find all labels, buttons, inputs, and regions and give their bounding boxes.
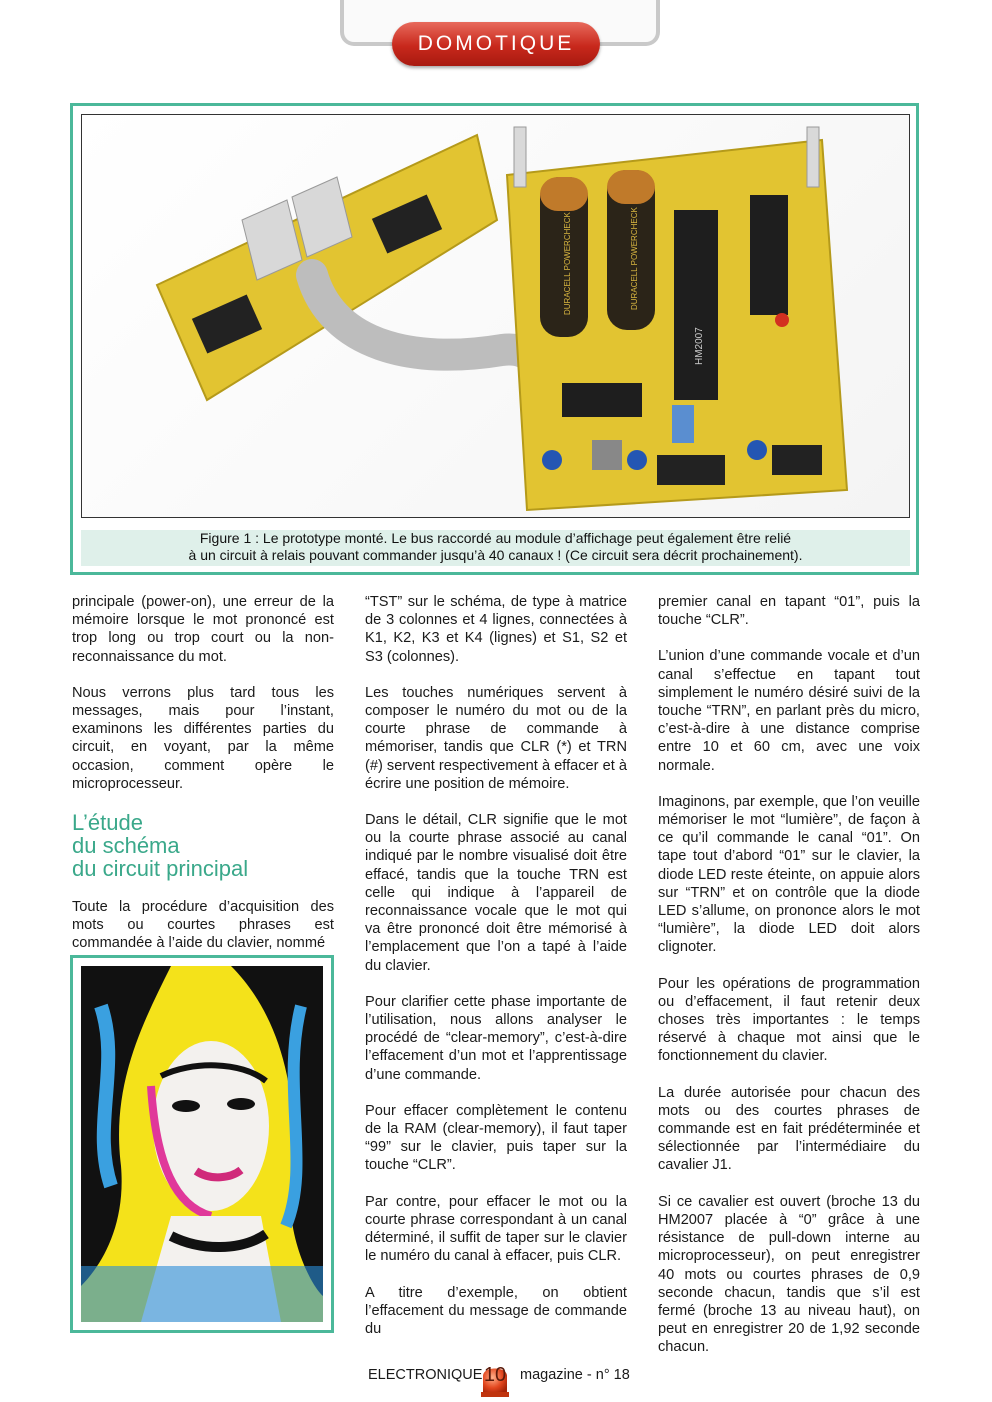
text-column-2 — [365, 593, 627, 1356]
hm2007-label: HM2007 — [694, 327, 705, 365]
hm2007-chip — [674, 210, 718, 400]
section-label: DOMOTIQUE — [417, 32, 575, 55]
prototype-illustration — [82, 115, 910, 518]
page-footer — [0, 1360, 992, 1390]
col2-paragraph-3: Dans le détail, CLR signifie que le mot ou la courte phrase associé au canal indiqué par le nombre visualisé doit être effacé, tandis que la touche TRN est celle qui indique à l’appareil de reconnaissance vocale que le mot qui va être prononcé doit être mémorisé à l’emplacement que l’on a tapé à l’aide du clavier. — [365, 812, 627, 974]
driver-chip — [562, 383, 642, 417]
terminal-block-2 — [772, 445, 822, 475]
col1-paragraph-1: principale (power-on), une erreur de la mémoire lorsque le mot prononcé est trop long ou trop court ou la non-reconnaissance du mot. — [72, 594, 334, 665]
page-number: 10 — [483, 1364, 507, 1386]
footer-issue: magazine - n° 18 — [520, 1367, 630, 1383]
col3-paragraph-6: Si ce cavalier est ouvert (broche 13 du HM2007 placée à “0” grâce à une résistance de pull-down interne au microprocesseur), on peut enregistrer 40 mots ou courtes phrases de 0,9 seconde chacun, tandis que s’il est fermé (broche 13 au niveau haut), on peut en enregistrer 20 de 1,92 seconde chacun. — [658, 1193, 920, 1356]
caption-line-2: à un circuit à relais pouvant commander jusqu’à 40 canaux ! (Ce circuit sera décrit prochainement). — [188, 547, 803, 563]
battery-1 — [540, 177, 588, 337]
portrait-frame — [70, 955, 334, 1333]
text-column-3 — [658, 593, 920, 1375]
col2-paragraph-1: “TST” sur le schéma, de type à matrice de 3 colonnes et 4 lignes, connectées à K1, K2, K3 et K4 (lignes) et S1, S2 et S3 (colonnes). — [365, 594, 627, 665]
regulator — [592, 440, 622, 470]
status-led — [775, 313, 789, 327]
standoff-left — [514, 127, 526, 187]
capacitor-3 — [747, 440, 767, 460]
section-title-line-2: du schéma — [72, 833, 180, 859]
section-title — [72, 811, 334, 880]
col3-paragraph-5: La durée autorisée pour chacun des mots ou des courtes phrases de commande est en fait prédéterminée et sélectionnée par l’intermédiaire du cavalier J1. — [658, 1084, 920, 1174]
memory-chip — [750, 195, 788, 315]
relay-component — [672, 405, 694, 443]
battery-2-label: DURACELL POWERCHECK — [630, 207, 639, 310]
capacitor-1 — [542, 450, 562, 470]
battery-2 — [607, 170, 655, 330]
battery-1-label: DURACELL POWERCHECK — [563, 212, 572, 315]
col3-paragraph-2: L’union d’une commande vocale et d’un canal s’effectue en tapant tout simplement le numéro désiré suivi de la touche “TRN”, en parlant près du micro, c’est-à-dire à une distance comprise entre 10 et 60 cm, avec une voix normale. — [658, 648, 920, 774]
col3-paragraph-4: Pour les opérations de programmation ou d’effacement, il faut retenir deux choses très importantes : le temps réservé à chaque mot ainsi que le fonctionnement du clavier. — [658, 975, 920, 1065]
section-title-line-1: L’étude — [72, 810, 143, 836]
portrait-illustration — [81, 966, 323, 1322]
section-title-line-3: du circuit principal — [72, 856, 249, 882]
col2-paragraph-5: Pour effacer complètement le contenu de la RAM (clear-memory), il faut taper “99” sur le clavier, puis taper sur la touche “CLR”. — [365, 1102, 627, 1174]
col2-paragraph-2: Les touches numériques servent à composer le numéro du mot ou de la courte phrase de commande à mémoriser, tandis que CLR (*) et TRN (#) servent respectivement à effacer et à écrire une position de mémoire. — [365, 684, 627, 792]
col1-paragraph-2: Nous verrons plus tard tous les messages, mais pour l’instant, examinons les différentes parties du circuit, en voyant, par la même occasion, comment opère le microprocesseur. — [72, 684, 334, 792]
section-header-badge — [392, 22, 600, 66]
figure-caption — [81, 530, 910, 566]
col2-paragraph-6: Par contre, pour effacer le mot ou la courte phrase correspondant à un canal déterminé, il suffit de taper sur le clavier le numéro du canal à effacer, puis CLR. — [365, 1193, 627, 1265]
text-column-1 — [72, 593, 334, 971]
portrait-art — [81, 966, 323, 1322]
footer-magazine-name: ELECTRONIQUE — [368, 1367, 483, 1383]
prototype-photo — [81, 114, 910, 518]
figure-frame — [70, 103, 919, 575]
col3-paragraph-3: Imaginons, par exemple, que l’on veuille mémoriser le mot “lumière”, de façon à ce qu’il commande le canal “01”. On tape tout d’abord “01” sur le clavier, la diode LED reste éteinte, on appuie alors sur “TRN” et on contrôle que la diode LED s’allume, on prononce alors le mot “lumière”, la diode LED doit alors clignoter. — [658, 793, 920, 956]
terminal-block-1 — [657, 455, 725, 485]
col2-paragraph-7: A titre d’exemple, on obtient l’effacement du message de commande du — [365, 1284, 627, 1337]
col3-paragraph-1: premier canal en tapant “01”, puis la touche “CLR”. — [658, 594, 920, 629]
col2-paragraph-4: Pour clarifier cette phase importante de l’utilisation, nous allons analyser le procédé de “clear-memory”, c’est-à-dire l’effacement d’un mot et l’apprentissage d’une commande. — [365, 993, 627, 1083]
caption-line-1: Figure 1 : Le prototype monté. Le bus raccordé au module d’affichage peut également être relié — [199, 530, 792, 546]
capacitor-2 — [627, 450, 647, 470]
col1-paragraph-3: Toute la procédure d’acquisition des mots ou courtes phrases est commandée à l’aide du clavier, nommé — [72, 899, 334, 952]
standoff-right — [807, 127, 819, 187]
